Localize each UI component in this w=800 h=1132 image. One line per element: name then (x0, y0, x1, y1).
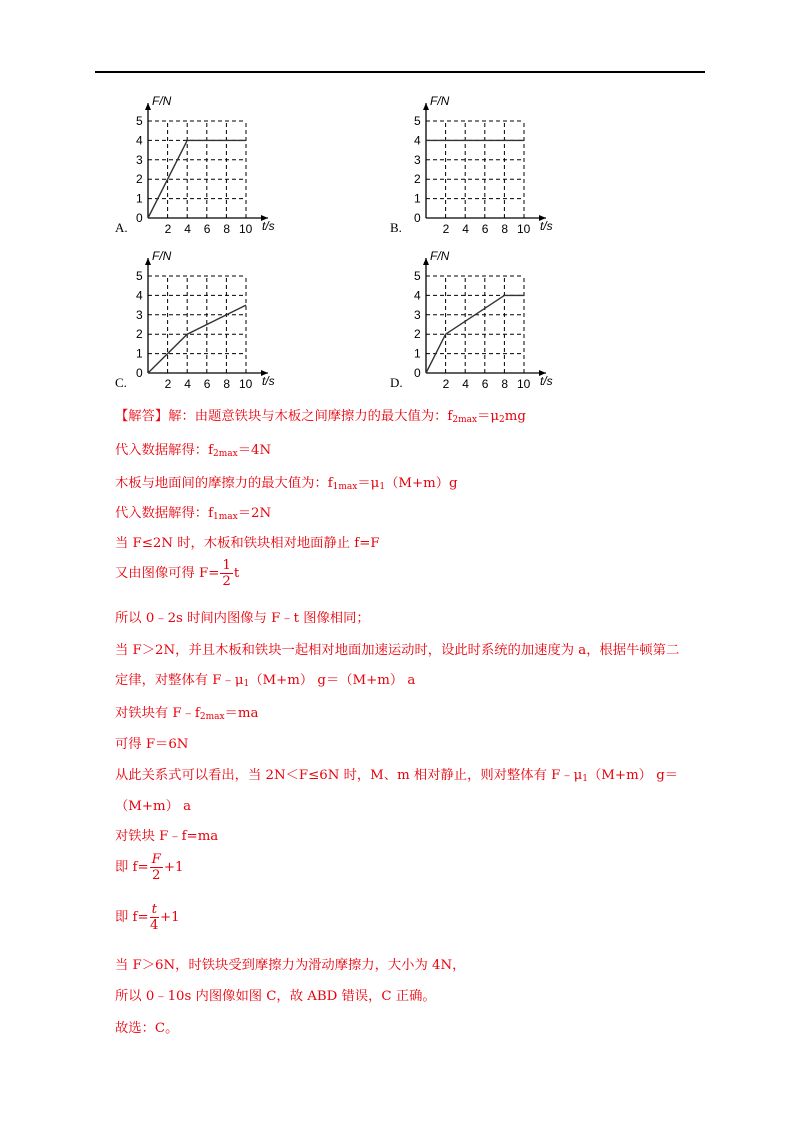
solution-line-12 (115, 764, 678, 784)
solution-line-16 (115, 902, 180, 933)
y-tick-label: 2 (136, 172, 143, 187)
origin-label: 0 (414, 366, 421, 380)
graph-d (388, 240, 648, 400)
x-tick-label: 6 (203, 377, 211, 391)
solution-line-3 (115, 472, 458, 492)
denominator: 2 (151, 868, 161, 883)
x-tick-label: 10 (517, 377, 531, 391)
numerator: F (151, 852, 161, 867)
numerator: 1 (222, 558, 231, 573)
origin-label: 0 (414, 211, 421, 225)
option-label: C. (115, 375, 127, 390)
y-tick-label: 4 (136, 133, 143, 148)
text: ＝μ (357, 476, 380, 491)
y-axis-label: F/N (152, 94, 172, 108)
text: 又由图像可得 F= (115, 566, 220, 581)
text: （M+m） g＝ (588, 768, 679, 783)
text: +1 (159, 910, 180, 925)
solution-line-1 (115, 405, 526, 425)
y-tick-label: 2 (414, 172, 421, 187)
subscript: 1 (582, 774, 589, 784)
x-tick-label: 4 (184, 377, 191, 391)
x-tick-label: 4 (462, 222, 469, 236)
option-label: A. (115, 220, 128, 235)
solution-line-17: 当 F＞6N，时铁块受到摩擦力为滑动摩擦力，大小为 4N， (115, 958, 466, 973)
denominator: 2 (222, 574, 231, 589)
y-tick-label: 1 (414, 191, 421, 206)
y-tick-label: 5 (136, 114, 143, 128)
solution-line-9 (115, 669, 415, 689)
x-tick-label: 2 (442, 222, 450, 236)
x-tick-label: 4 (184, 222, 191, 236)
graph-b-svg (388, 85, 648, 245)
x-tick-label: 4 (462, 377, 469, 391)
text: 即 f= (115, 860, 149, 875)
x-tick-label: 8 (223, 222, 231, 236)
x-tick-label: 8 (223, 377, 231, 391)
y-tick-label: 1 (414, 346, 421, 361)
text: mg (504, 409, 526, 424)
x-tick-label: 6 (203, 222, 211, 236)
x-tick-label: 6 (481, 377, 489, 391)
text: （M+m） g＝（M+m） a (249, 673, 416, 688)
numerator: t (151, 902, 157, 917)
y-tick-label: 1 (136, 346, 143, 361)
graph-a-svg (110, 85, 370, 245)
y-tick-label: 4 (136, 288, 143, 303)
solution-line-14: 对铁块 F﹣f=ma (115, 829, 219, 844)
x-axis-label: t/s (262, 219, 275, 233)
x-tick-label: 10 (517, 222, 531, 236)
subscript: 2max (452, 415, 478, 425)
subscript: 1 (379, 482, 386, 492)
text: 对铁块有 F﹣f (115, 706, 200, 721)
solution-line-10 (115, 702, 258, 722)
y-tick-label: 2 (414, 327, 421, 342)
y-tick-label: 5 (414, 269, 421, 283)
x-axis-label: t/s (540, 374, 553, 388)
subscript: 2 (499, 415, 505, 425)
y-axis-arrow-icon (423, 258, 429, 265)
top-rule (95, 71, 705, 73)
y-axis-arrow-icon (423, 103, 429, 110)
y-tick-label: 3 (414, 152, 421, 167)
text: ＝ma (224, 706, 259, 721)
solution-line-13: （M+m） a (115, 799, 192, 814)
x-tick-label: 6 (481, 222, 489, 236)
y-axis-label: F/N (430, 249, 450, 263)
y-axis-label: F/N (430, 94, 450, 108)
denominator: 4 (150, 918, 159, 933)
y-tick-label: 3 (136, 152, 143, 167)
graph-c-svg (110, 240, 370, 400)
solution-line-6 (115, 558, 239, 589)
text: 即 f= (115, 910, 149, 925)
x-tick-label: 2 (164, 377, 172, 391)
text: t (233, 566, 240, 581)
x-axis-label: t/s (540, 219, 553, 233)
origin-label: 0 (136, 211, 143, 225)
text: 木板与地面间的摩擦力的最大值为：f (115, 476, 333, 491)
option-label: D. (390, 375, 403, 390)
x-tick-label: 10 (239, 377, 253, 391)
subscript: 1 (243, 679, 250, 689)
text: ＝4N (237, 443, 272, 458)
y-tick-label: 5 (414, 114, 421, 128)
y-tick-label: 4 (414, 133, 421, 148)
graph-b (388, 85, 648, 245)
solution-line-7: 所以 0﹣2s 时间内图像与 F﹣t 图像相同； (115, 611, 370, 626)
x-axis-label: t/s (262, 374, 275, 388)
solution-line-11: 可得 F＝6N (115, 737, 189, 752)
fraction (150, 902, 159, 933)
y-tick-label: 3 (414, 307, 421, 322)
solution-line-8: 当 F＞2N，并且木板和铁块一起相对地面加速运动时，设此时系统的加速度为 a，根据牛顿第二 (115, 643, 680, 658)
subscript: 1max (213, 512, 238, 522)
x-tick-label: 10 (239, 222, 253, 236)
text: 解：由题意铁块与木板之间摩擦力的最大值为：f (168, 409, 453, 424)
graph-a (110, 85, 370, 245)
text: （M+m）g (385, 476, 458, 491)
origin-label: 0 (136, 366, 143, 380)
subscript: 2max (213, 449, 238, 459)
y-tick-label: 3 (136, 307, 143, 322)
text: ＝μ (477, 409, 499, 424)
subscript: 1max (332, 482, 358, 492)
y-tick-label: 1 (136, 191, 143, 206)
subscript: 2max (199, 712, 225, 722)
text: 代入数据解得：f (115, 443, 213, 458)
x-tick-label: 2 (442, 377, 450, 391)
text: +1 (163, 860, 184, 875)
y-tick-label: 5 (136, 269, 143, 283)
answer-tag: 【解答】 (115, 409, 169, 424)
graph-c (110, 240, 370, 400)
text: 从此关系式可以看出，当 2N＜F≤6N 时，M、m 相对静止，则对整体有 F﹣μ (115, 768, 583, 783)
solution-line-19: 故选：C。 (115, 1021, 179, 1036)
y-tick-label: 2 (136, 327, 143, 342)
x-tick-label: 8 (501, 222, 509, 236)
x-tick-label: 2 (164, 222, 172, 236)
y-axis-arrow-icon (145, 103, 151, 110)
y-tick-label: 4 (414, 288, 421, 303)
fraction (150, 852, 163, 883)
text: 代入数据解得：f (115, 506, 213, 521)
text: 定律，对整体有 F﹣μ (115, 673, 244, 688)
solution-line-4 (115, 502, 271, 522)
y-axis-arrow-icon (145, 258, 151, 265)
solution-line-18: 所以 0﹣10s 内图像如图 C，故 ABD 错误，C 正确。 (115, 989, 436, 1004)
solution-line-2 (115, 439, 271, 459)
solution-line-5: 当 F≤2N 时，木板和铁块相对地面静止 f=F (115, 536, 380, 551)
y-axis-label: F/N (152, 249, 172, 263)
fraction (220, 558, 232, 589)
text: ＝2N (237, 506, 272, 521)
solution-line-15 (115, 852, 183, 883)
graph-d-svg (388, 240, 648, 400)
option-label: B. (390, 220, 402, 235)
x-tick-label: 8 (501, 377, 509, 391)
